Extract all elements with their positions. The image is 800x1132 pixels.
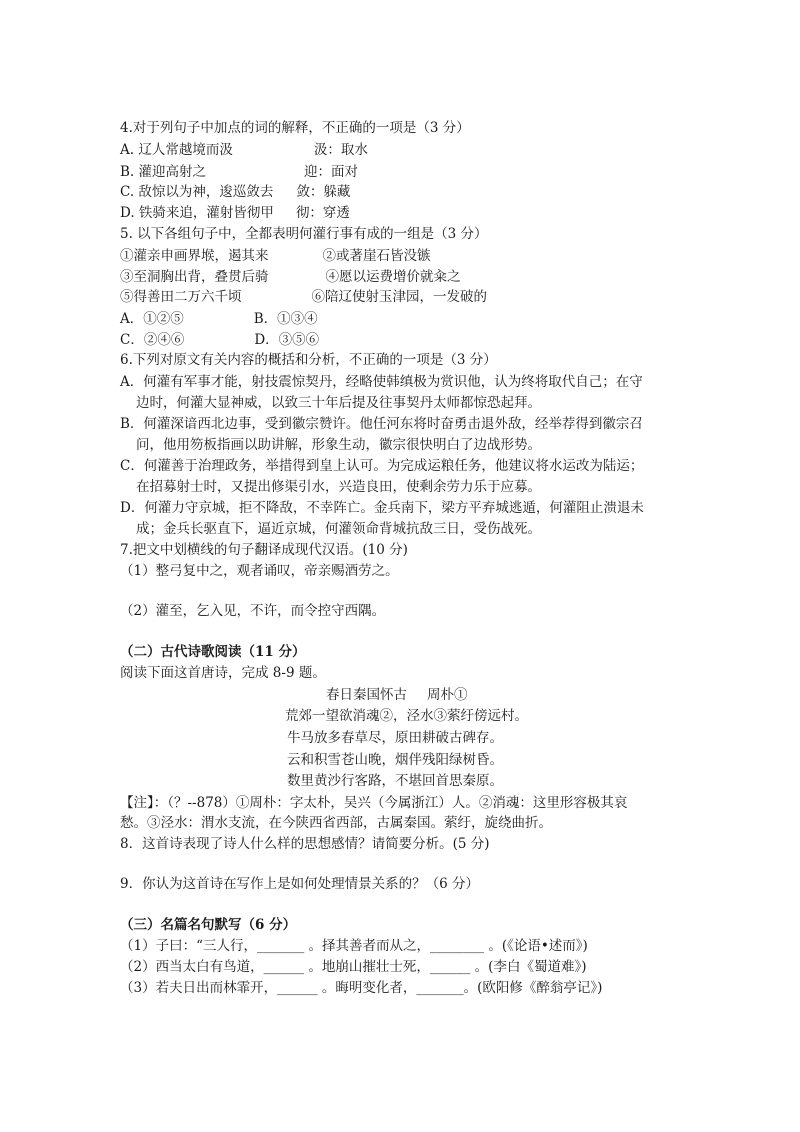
poem-line-2: 牛马放多春草尽，原田耕破古碑存。: [287, 730, 503, 746]
q4-option-b: [120, 162, 358, 182]
poem-note-line1: 【注】：（？--878）①周朴：字太朴，吴兴（今属浙江）人。②消魂：这里形容极其哀: [120, 795, 628, 811]
q7-stem: 7.把文中划横线的句子翻译成现代汉语。(10 分): [120, 542, 408, 558]
q5-item-row: [120, 267, 461, 287]
dictation-line-2: （2）西当太白有鸟道，______ 。地崩山摧壮士死，______ 。(李白《蜀道难》): [120, 959, 587, 975]
q5-item-2: ②或著崖石皆没镞: [322, 248, 431, 264]
dictation-line-1: （1）子曰：“三人行，_______ 。择其善者而从之，________ 。(《论语•述而》): [120, 938, 588, 954]
q5-choice-row: [120, 309, 318, 329]
q4-option-d-gloss: 彻：穿透: [295, 205, 350, 221]
q5-item-3: ③至洞胸出背，叠贯后骑: [120, 269, 269, 285]
q5-item-5: ⑤得善田二万六千顷: [120, 289, 242, 305]
q7-sentence-1: （1）整弓复中之，观者诵叹，帝亲赐酒劳之。: [120, 563, 399, 579]
q5-choice-d: D．③⑤⑥: [254, 332, 320, 348]
q4-option-c: [120, 182, 350, 202]
poem-author: 周朴①: [427, 687, 468, 703]
poem-title: 春日秦国怀古: [326, 687, 407, 703]
q6-option-b-line1: B．何灌深谙西北边事，受到徽宗赞许。他任河东将时奋勇击退外敌，经举荐得到徽宗召: [120, 416, 643, 432]
poem-title-line: [326, 685, 468, 705]
poem-line-4: 数里黄沙行客路，不堪回首思秦原。: [287, 773, 503, 789]
poetry-section-heading: （二）古代诗歌阅读（11 分）: [120, 644, 306, 660]
q4-option-d-text: D. 铁骑来追，灌射皆彻甲: [120, 205, 274, 221]
q6-option-d-line1: D．何灌力守京城，拒不降敌，不幸阵亡。金兵南下，梁方平弃城逃遁，何灌阻止溃退未: [120, 500, 644, 516]
q6-option-b-line2: 问，他用笏板指画以助讲解，形象生动，徽宗很快明白了边战形势。: [136, 437, 541, 453]
q4-option-c-gloss: 敛：躲藏: [296, 184, 351, 200]
poetry-intro: 阅读下面这首唐诗，完成 8-9 题。: [120, 665, 326, 681]
q5-item-row: [120, 246, 431, 266]
q5-item-row: [120, 287, 487, 307]
q4-stem: 4.对于列句子中加点的词的解释，不正确的一项是（3 分）: [120, 120, 470, 136]
q6-option-a-line2: 边时，何灌大显神威，以致三十年后提及往事契丹太师都惊恐起拜。: [136, 395, 541, 411]
q6-option-c-line1: C．何灌善于治理政务，举措得到皇上认可。为完成运粮任务，他建议将水运改为陆运；: [120, 458, 644, 474]
poem-line-3: 云和积雪苍山晚，烟伴残阳绿树昏。: [287, 752, 503, 768]
q4-option-b-text: B. 灌迎高射之: [120, 164, 207, 180]
q5-choice-c: C．②④⑥: [120, 332, 185, 348]
poem-note-line2: 愁。③泾水：渭水支流，在今陕西省西部，古属秦国。萦纡，旋绕曲折。: [120, 815, 552, 831]
q4-option-a-text: A. 辽人常越境而汲: [120, 142, 233, 158]
q5-choice-a: A．①②⑤: [120, 311, 184, 327]
q6-stem: 6.下列对原文有关内容的概括和分析，不正确的一项是（3 分）: [120, 352, 497, 368]
q5-item-1: ①灌亲申画界堠，遏其来: [120, 248, 269, 264]
q8-stem: 8．这首诗表现了诗人什么样的思想感情？请简要分析。(5 分): [120, 836, 490, 852]
q4-option-d: [120, 203, 350, 223]
q5-choice-b: B．①③④: [253, 311, 318, 327]
q5-stem: 5. 以下各组句子中，全都表明何灌行事有成的一组是（3 分）: [120, 226, 488, 242]
q5-item-4: ④愿以运费增价就籴之: [325, 269, 461, 285]
dictation-section-heading: （三）名篇名句默写（6 分）: [120, 917, 297, 933]
q4-option-a-gloss: 汲：取水: [313, 142, 368, 158]
q5-choice-row: [120, 330, 319, 350]
q4-option-c-text: C. 敌惊以为神，逡巡敛去: [120, 184, 274, 200]
q5-item-6: ⑥陪辽使射玉津园，一发破的: [311, 289, 487, 305]
q4-option-a: [120, 140, 368, 160]
q4-option-b-gloss: 迎：面对: [304, 164, 359, 180]
q7-sentence-2: （2）灌至，乞入见，不许，而令控守西隅。: [120, 603, 386, 619]
poem-line-1: 荒郊一望欲消魂②，泾水③萦纡傍远村。: [285, 708, 528, 724]
q9-stem: 9．你认为这首诗在写作上是如何处理情景关系的？（6 分）: [120, 876, 479, 892]
q6-option-d-line2: 成；金兵长驱直下，逼近京城，何灌领命背城抗敌三日，受伤战死。: [136, 521, 541, 537]
q6-option-a-line1: A．何灌有军事才能，射技震惊契丹，经略使韩缜极为赏识他，认为终将取代自己；在守: [120, 374, 643, 390]
q6-option-c-line2: 在招募射士时，又提出修渠引水，兴造良田，使剩余劳力乐于应募。: [136, 479, 541, 495]
dictation-line-3: （3）若夫日出而林霏开，______ 。晦明变化者，_______。(欧阳修《醉翁亭记》): [120, 980, 603, 996]
